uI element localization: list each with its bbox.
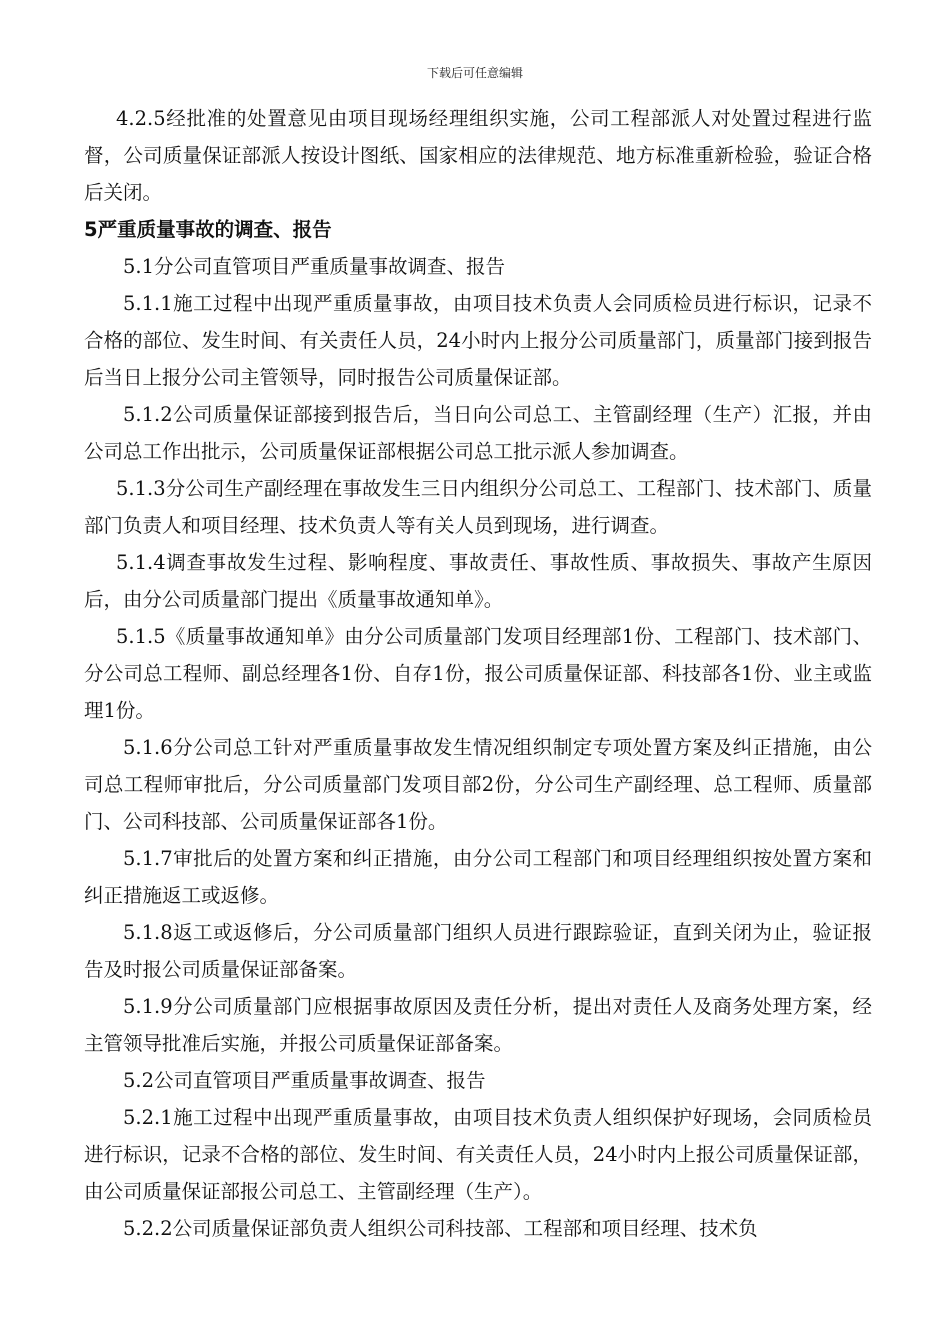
section-heading-5: 5严重质量事故的调查、报告 [84, 218, 332, 241]
subsection-heading-5-1: 5.1分公司直管项目严重质量事故调查、报告 [123, 255, 506, 278]
subsection-heading-5-2: 5.2公司直管项目严重质量事故调查、报告 [123, 1069, 486, 1092]
paragraph-5-2-1: 5.2.1施工过程中出现严重质量事故，由项目技术负责人组织保护好现场，会同质检员进行标识，记录不合格的部位、发生时间、有关责任人员，24小时内上报公司质量保证部，由公司质量保证部报公司总工、主管副经理（生产）。 [84, 1106, 872, 1203]
paragraph-5-1-7: 5.1.7审批后的处置方案和纠正措施，由分公司工程部门和项目经理组织按处置方案和纠正措施返工或返修。 [84, 847, 872, 907]
paragraph-5-1-5: 5.1.5《质量事故通知单》由分公司质量部门发项目经理部1份、工程部门、技术部门、分公司总工程师、副总经理各1份、自存1份，报公司质量保证部、科技部各1份、业主或监理1份。 [84, 625, 872, 722]
paragraph-5-1-6: 5.1.6分公司总工针对严重质量事故发生情况组织制定专项处置方案及纠正措施，由公司总工程师审批后，分公司质量部门发项目部2份，分公司生产副经理、总工程师、质量部门、公司科技部、公司质量保证部各1份。 [84, 736, 872, 833]
paragraph-4-2-5: 4.2.5经批准的处置意见由项目现场经理组织实施，公司工程部派人对处置过程进行监督，公司质量保证部派人按设计图纸、国家相应的法律规范、地方标准重新检验，验证合格后关闭。 [84, 107, 872, 204]
paragraph-5-1-2: 5.1.2公司质量保证部接到报告后，当日向公司总工、主管副经理（生产）汇报，并由公司总工作出批示，公司质量保证部根据公司总工批示派人参加调查。 [84, 403, 872, 463]
page-header: 下载后可任意编辑 [426, 66, 523, 80]
document-body [84, 100, 872, 1247]
paragraph-5-1-1: 5.1.1施工过程中出现严重质量事故，由项目技术负责人会同质检员进行标识，记录不合格的部位、发生时间、有关责任人员，24小时内上报分公司质量部门，质量部门接到报告后当日上报分公司主管领导，同时报告公司质量保证部。 [84, 292, 872, 389]
paragraph-5-1-3: 5.1.3分公司生产副经理在事故发生三日内组织分公司总工、工程部门、技术部门、质量部门负责人和项目经理、技术负责人等有关人员到现场，进行调查。 [84, 477, 872, 537]
paragraph-5-1-8: 5.1.8返工或返修后，分公司质量部门组织人员进行跟踪验证，直到关闭为止，验证报告及时报公司质量保证部备案。 [84, 921, 872, 981]
paragraph-5-2-2: 5.2.2公司质量保证部负责人组织公司科技部、工程部和项目经理、技术负 [123, 1217, 758, 1240]
paragraph-5-1-4: 5.1.4调查事故发生过程、影响程度、事故责任、事故性质、事故损失、事故产生原因后，由分公司质量部门提出《质量事故通知单》。 [84, 551, 872, 611]
paragraph-5-1-9: 5.1.9分公司质量部门应根据事故原因及责任分析，提出对责任人及商务处理方案，经主管领导批准后实施，并报公司质量保证部备案。 [84, 995, 872, 1055]
